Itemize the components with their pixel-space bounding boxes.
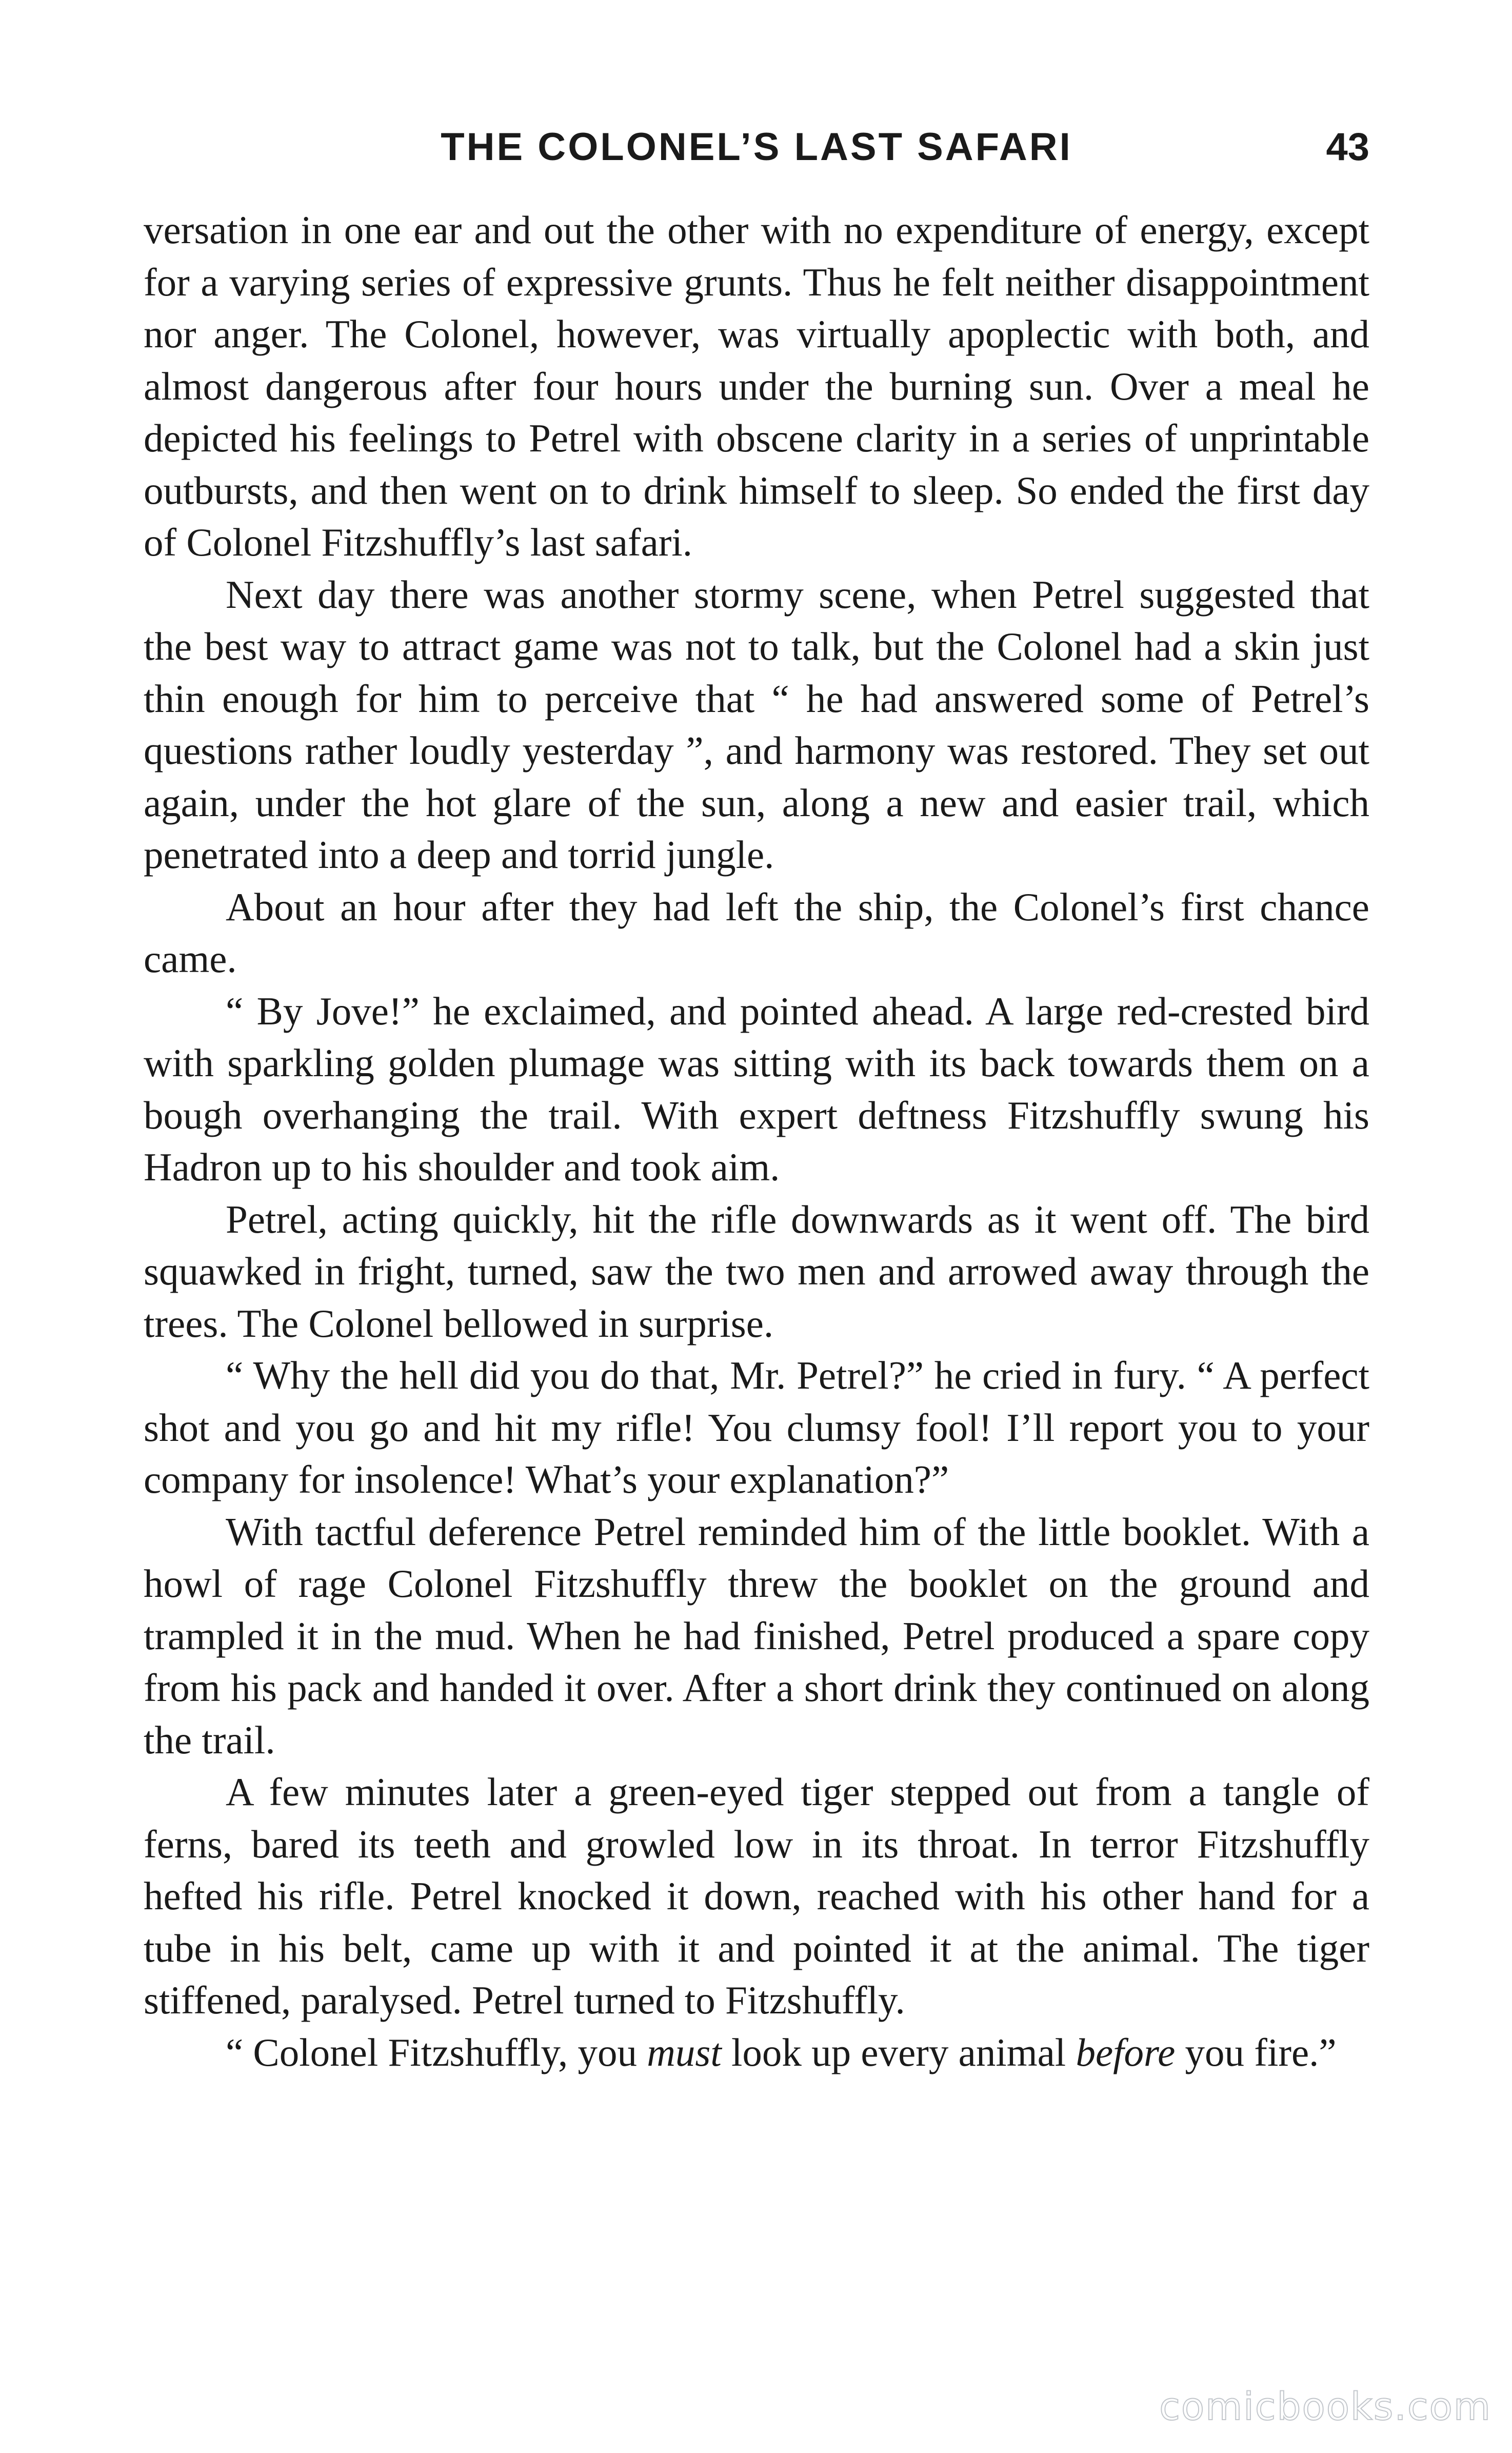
running-title: THE COLONEL’S LAST SAFARI	[441, 125, 1072, 169]
paragraph-3: About an hour after they had left the ship, the Colonel’s first chance came.	[144, 884, 1369, 981]
emphasis-before: before	[1076, 2030, 1176, 2074]
paragraph-6: “ Why the hell did you do that, Mr. Petrel?” he cried in fury. “ A perfect shot and you go and hit my rifle! You clumsy fool! I’ll report you to your company for insolence! What’s your explanation?”	[144, 1353, 1369, 1501]
running-head	[144, 119, 1369, 175]
page-number: 43	[1326, 125, 1369, 169]
watermark-logo: comicbooks.com	[1159, 2385, 1491, 2429]
paragraph-4: “ By Jove!” he exclaimed, and pointed ahead. A large red-crested bird with sparkling golden plumage was sitting with its back towards them on a bough overhanging the trail. With expert deftness Fitzshuffly swung his Hadron up to his shoulder and took aim.	[144, 988, 1369, 1189]
body-text	[144, 204, 1369, 2079]
paragraph-5: Petrel, acting quickly, hit the rifle downwards as it went off. The bird squawked in fright, turned, saw the two men and arrowed away through the trees. The Colonel bellowed in surprise.	[144, 1197, 1369, 1346]
paragraph-7: With tactful deference Petrel reminded him of the little booklet. With a howl of rage Colonel Fitzshuffly threw the booklet on the ground and trampled it in the mud. When he had finished, Petrel produced a spare copy from his pack and handed it over. After a short drink they continued on along the trail.	[144, 1509, 1369, 1762]
paragraph-1: versation in one ear and out the other with no expenditure of energy, except for a varying series of expressive grunts. Thus he felt neither disappointment nor anger. The Colonel, however, was virtually apoplectic with both, and almost dangerous after four hours under the burning sun. Over a meal he depicted his feelings to Petrel with obscene clarity in a series of unprintable outbursts, and then went on to drink himself to sleep. So ended the first day of Colonel Fitzshuffly’s last safari.	[144, 208, 1369, 564]
emphasis-must: must	[647, 2030, 722, 2074]
paragraph-2: Next day there was another stormy scene, when Petrel suggested that the best way to attract game was not to talk, but the Colonel had a skin just thin enough for him to perceive that “ he had answered some of Petrel’s questions rather loudly yesterday ”, and harmony was restored. They set out again, under the hot glare of the sun, along a new and easier trail, which penetrated into a deep and torrid jungle.	[144, 572, 1369, 877]
paragraph-8: A few minutes later a green-eyed tiger stepped out from a tangle of ferns, bared its teeth and growled low in its throat. In terror Fitzshuffly hefted his rifle. Petrel knocked it down, reached with his other hand for a tube in his belt, came up with it and pointed it at the animal. The tiger stiffened, paralysed. Petrel turned to Fitzshuffly.	[144, 1770, 1369, 2022]
paragraph-9: “ Colonel Fitzshuffly, you must look up every animal before you fire.”	[226, 2030, 1337, 2074]
